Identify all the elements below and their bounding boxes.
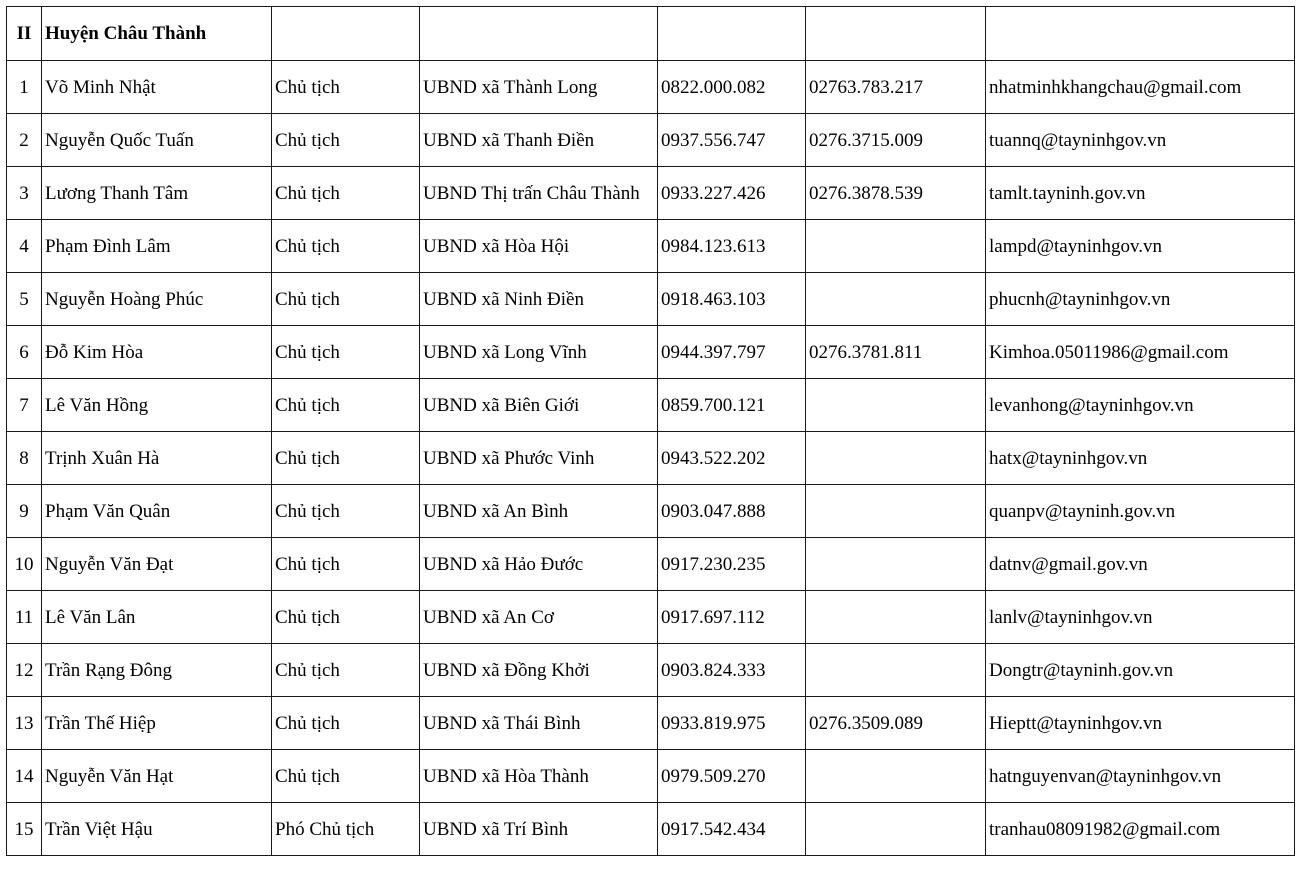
administrative-unit: UBND xã Hảo Đước xyxy=(420,538,658,591)
official-position: Chủ tịch xyxy=(272,379,420,432)
official-name: Lương Thanh Tâm xyxy=(42,167,272,220)
official-name: Trịnh Xuân Hà xyxy=(42,432,272,485)
row-number: 3 xyxy=(7,167,42,220)
table-row xyxy=(7,485,1295,538)
official-position: Chủ tịch xyxy=(272,114,420,167)
table-row xyxy=(7,591,1295,644)
section-number: II xyxy=(7,7,42,61)
email-address: lanlv@tayninhgov.vn xyxy=(986,591,1295,644)
mobile-phone: 0822.000.082 xyxy=(658,61,806,114)
table-row xyxy=(7,750,1295,803)
row-number: 9 xyxy=(7,485,42,538)
administrative-unit: UBND xã Thái Bình xyxy=(420,697,658,750)
mobile-phone: 0933.819.975 xyxy=(658,697,806,750)
official-position: Chủ tịch xyxy=(272,485,420,538)
row-number: 1 xyxy=(7,61,42,114)
email-address: phucnh@tayninhgov.vn xyxy=(986,273,1295,326)
row-number: 6 xyxy=(7,326,42,379)
office-phone: 02763.783.217 xyxy=(806,61,986,114)
row-number: 14 xyxy=(7,750,42,803)
table-row xyxy=(7,803,1295,856)
mobile-phone: 0984.123.613 xyxy=(658,220,806,273)
office-phone xyxy=(806,432,986,485)
office-phone: 0276.3878.539 xyxy=(806,167,986,220)
row-number: 11 xyxy=(7,591,42,644)
table-row xyxy=(7,61,1295,114)
mobile-phone: 0918.463.103 xyxy=(658,273,806,326)
table-row xyxy=(7,379,1295,432)
table-row xyxy=(7,273,1295,326)
email-address: Hieptt@tayninhgov.vn xyxy=(986,697,1295,750)
table-row xyxy=(7,432,1295,485)
mobile-phone: 0937.556.747 xyxy=(658,114,806,167)
official-position: Chủ tịch xyxy=(272,220,420,273)
official-name: Trần Thế Hiệp xyxy=(42,697,272,750)
office-phone xyxy=(806,220,986,273)
administrative-unit: UBND xã Trí Bình xyxy=(420,803,658,856)
row-number: 5 xyxy=(7,273,42,326)
office-phone: 0276.3715.009 xyxy=(806,114,986,167)
mobile-phone: 0933.227.426 xyxy=(658,167,806,220)
administrative-unit: UBND xã Long Vĩnh xyxy=(420,326,658,379)
official-position: Chủ tịch xyxy=(272,273,420,326)
mobile-phone: 0903.047.888 xyxy=(658,485,806,538)
email-address: tranhau08091982@gmail.com xyxy=(986,803,1295,856)
office-phone xyxy=(806,273,986,326)
official-name: Nguyễn Văn Đạt xyxy=(42,538,272,591)
mobile-phone: 0903.824.333 xyxy=(658,644,806,697)
section-title: Huyện Châu Thành xyxy=(42,7,272,61)
section-empty-cell xyxy=(420,7,658,61)
email-address: hatnguyenvan@tayninhgov.vn xyxy=(986,750,1295,803)
email-address: datnv@gmail.gov.vn xyxy=(986,538,1295,591)
email-address: levanhong@tayninhgov.vn xyxy=(986,379,1295,432)
official-position: Chủ tịch xyxy=(272,326,420,379)
administrative-unit: UBND xã Đồng Khởi xyxy=(420,644,658,697)
official-name: Nguyễn Quốc Tuấn xyxy=(42,114,272,167)
official-name: Lê Văn Lân xyxy=(42,591,272,644)
email-address: Dongtr@tayninh.gov.vn xyxy=(986,644,1295,697)
table-row xyxy=(7,326,1295,379)
administrative-unit: UBND xã Ninh Điền xyxy=(420,273,658,326)
administrative-unit: UBND xã An Bình xyxy=(420,485,658,538)
administrative-unit: UBND xã Hòa Thành xyxy=(420,750,658,803)
table-row xyxy=(7,167,1295,220)
official-name: Đỗ Kim Hòa xyxy=(42,326,272,379)
official-name: Trần Việt Hậu xyxy=(42,803,272,856)
mobile-phone: 0944.397.797 xyxy=(658,326,806,379)
official-position: Chủ tịch xyxy=(272,644,420,697)
official-name: Võ Minh Nhật xyxy=(42,61,272,114)
contact-directory-table xyxy=(6,6,1295,856)
email-address: Kimhoa.05011986@gmail.com xyxy=(986,326,1295,379)
email-address: lampd@tayninhgov.vn xyxy=(986,220,1295,273)
office-phone xyxy=(806,803,986,856)
table-row xyxy=(7,114,1295,167)
row-number: 8 xyxy=(7,432,42,485)
office-phone xyxy=(806,644,986,697)
row-number: 15 xyxy=(7,803,42,856)
office-phone xyxy=(806,379,986,432)
official-position: Chủ tịch xyxy=(272,697,420,750)
mobile-phone: 0917.697.112 xyxy=(658,591,806,644)
administrative-unit: UBND xã Thành Long xyxy=(420,61,658,114)
table-row xyxy=(7,220,1295,273)
table-row xyxy=(7,644,1295,697)
administrative-unit: UBND xã Hòa Hội xyxy=(420,220,658,273)
section-empty-cell xyxy=(806,7,986,61)
official-name: Phạm Văn Quân xyxy=(42,485,272,538)
mobile-phone: 0859.700.121 xyxy=(658,379,806,432)
office-phone xyxy=(806,750,986,803)
email-address: nhatminhkhangchau@gmail.com xyxy=(986,61,1295,114)
official-position: Chủ tịch xyxy=(272,61,420,114)
section-empty-cell xyxy=(272,7,420,61)
table-row xyxy=(7,538,1295,591)
administrative-unit: UBND xã An Cơ xyxy=(420,591,658,644)
official-name: Phạm Đình Lâm xyxy=(42,220,272,273)
official-position: Chủ tịch xyxy=(272,167,420,220)
section-header-row xyxy=(7,7,1295,61)
official-position: Chủ tịch xyxy=(272,591,420,644)
office-phone xyxy=(806,591,986,644)
office-phone: 0276.3509.089 xyxy=(806,697,986,750)
email-address: tamlt.tayninh.gov.vn xyxy=(986,167,1295,220)
row-number: 2 xyxy=(7,114,42,167)
row-number: 4 xyxy=(7,220,42,273)
official-position: Chủ tịch xyxy=(272,750,420,803)
section-empty-cell xyxy=(658,7,806,61)
official-position: Chủ tịch xyxy=(272,432,420,485)
administrative-unit: UBND xã Phước Vinh xyxy=(420,432,658,485)
official-position: Chủ tịch xyxy=(272,538,420,591)
official-name: Nguyễn Văn Hạt xyxy=(42,750,272,803)
table-row xyxy=(7,697,1295,750)
email-address: tuannq@tayninhgov.vn xyxy=(986,114,1295,167)
official-name: Lê Văn Hồng xyxy=(42,379,272,432)
email-address: quanpv@tayninh.gov.vn xyxy=(986,485,1295,538)
row-number: 7 xyxy=(7,379,42,432)
administrative-unit: UBND xã Biên Giới xyxy=(420,379,658,432)
office-phone: 0276.3781.811 xyxy=(806,326,986,379)
mobile-phone: 0943.522.202 xyxy=(658,432,806,485)
official-position: Phó Chủ tịch xyxy=(272,803,420,856)
section-empty-cell xyxy=(986,7,1295,61)
office-phone xyxy=(806,538,986,591)
administrative-unit: UBND xã Thanh Điền xyxy=(420,114,658,167)
office-phone xyxy=(806,485,986,538)
table-body xyxy=(7,7,1295,856)
row-number: 12 xyxy=(7,644,42,697)
mobile-phone: 0979.509.270 xyxy=(658,750,806,803)
official-name: Nguyễn Hoàng Phúc xyxy=(42,273,272,326)
mobile-phone: 0917.230.235 xyxy=(658,538,806,591)
row-number: 13 xyxy=(7,697,42,750)
mobile-phone: 0917.542.434 xyxy=(658,803,806,856)
email-address: hatx@tayninhgov.vn xyxy=(986,432,1295,485)
row-number: 10 xyxy=(7,538,42,591)
official-name: Trần Rạng Đông xyxy=(42,644,272,697)
administrative-unit: UBND Thị trấn Châu Thành xyxy=(420,167,658,220)
